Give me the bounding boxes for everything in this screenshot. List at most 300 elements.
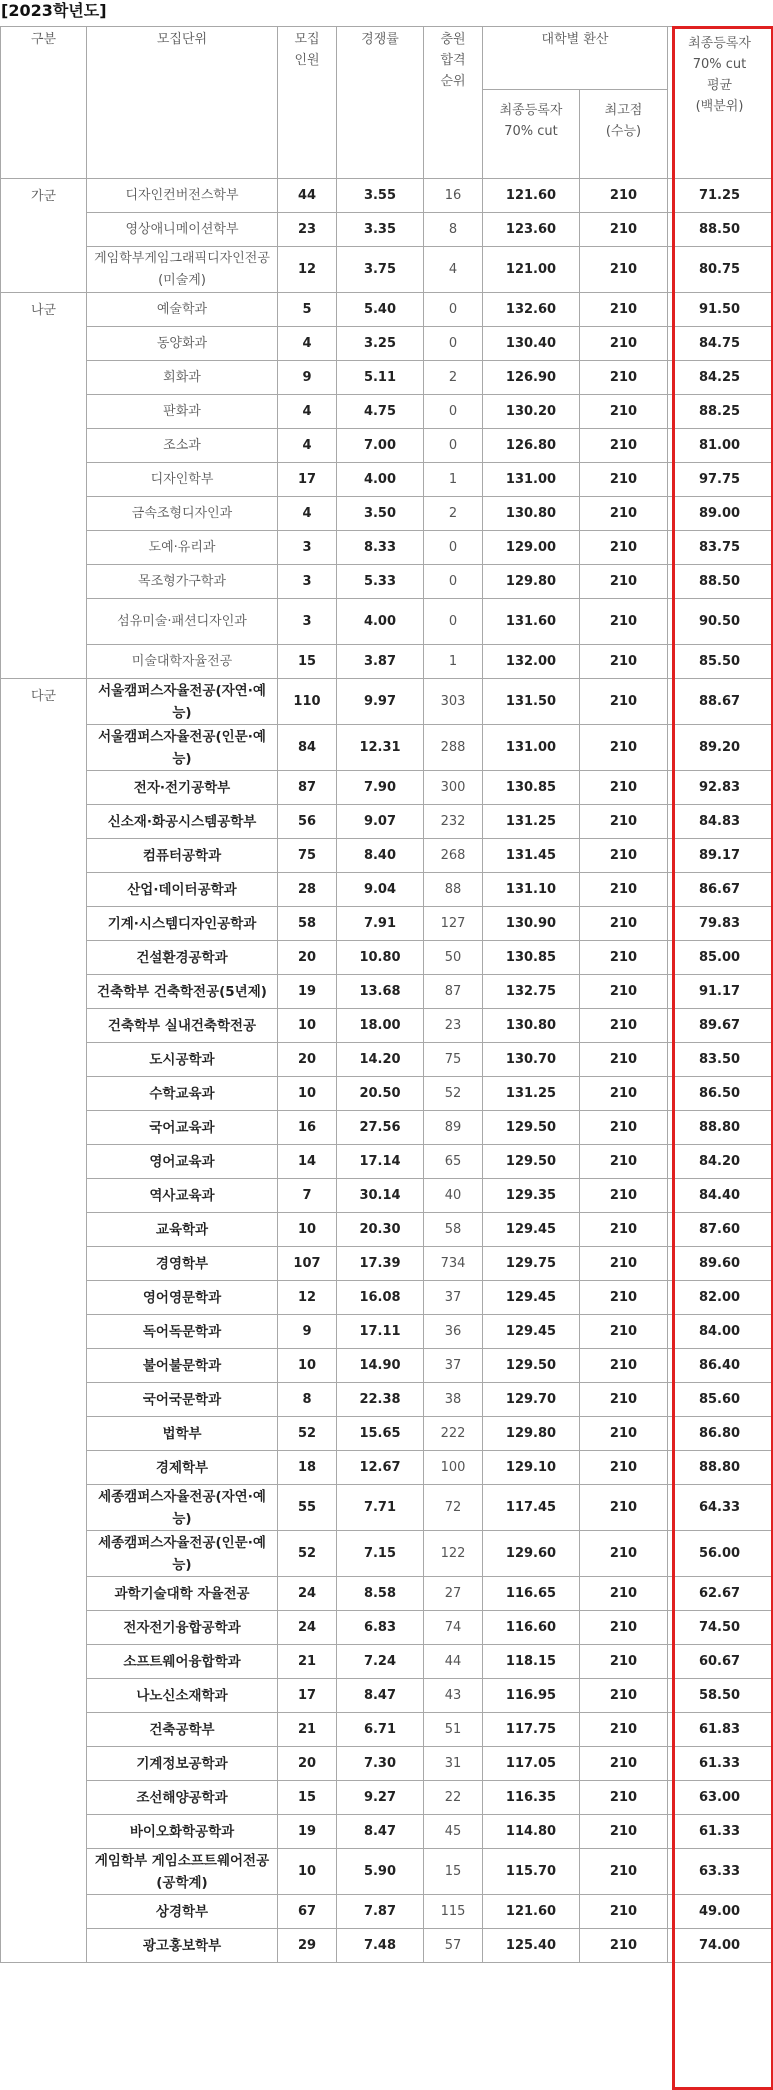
max-score-cell: 210 (580, 725, 668, 771)
unit-cell: 컴퓨터공학과 (87, 839, 278, 873)
competition-cell: 5.40 (337, 293, 424, 327)
quota-cell: 10 (278, 1213, 337, 1247)
unit-cell: 세종캠퍼스자율전공(자연·예능) (87, 1485, 278, 1531)
max-score-cell: 210 (580, 1383, 668, 1417)
competition-cell: 30.14 (337, 1179, 424, 1213)
header-quota: 모집 인원 (278, 27, 337, 179)
unit-cell: 독어독문학과 (87, 1315, 278, 1349)
avg-percentile-cell: 88.80 (668, 1451, 772, 1485)
max-score-cell: 210 (580, 839, 668, 873)
rank-cell: 222 (424, 1417, 483, 1451)
unit-cell: 산업·데이터공학과 (87, 873, 278, 907)
cut70-cell: 131.45 (483, 839, 580, 873)
unit-cell: 교육학과 (87, 1213, 278, 1247)
max-score-cell: 210 (580, 497, 668, 531)
avg-percentile-cell: 61.33 (668, 1815, 772, 1849)
avg-percentile-cell: 84.20 (668, 1145, 772, 1179)
cut70-cell: 129.50 (483, 1349, 580, 1383)
competition-cell: 7.48 (337, 1929, 424, 1963)
cut70-cell: 131.50 (483, 679, 580, 725)
competition-cell: 17.39 (337, 1247, 424, 1281)
header-cut70: 최종등록자 70% cut (483, 90, 580, 179)
rank-cell: 38 (424, 1383, 483, 1417)
competition-cell: 27.56 (337, 1111, 424, 1145)
quota-cell: 7 (278, 1179, 337, 1213)
quota-cell: 28 (278, 873, 337, 907)
avg-percentile-cell: 85.60 (668, 1383, 772, 1417)
quota-cell: 3 (278, 565, 337, 599)
competition-cell: 7.87 (337, 1895, 424, 1929)
unit-cell: 서울캠퍼스자율전공(자연·예능) (87, 679, 278, 725)
cut70-cell: 129.35 (483, 1179, 580, 1213)
header-unit: 모집단위 (87, 27, 278, 179)
rank-cell: 0 (424, 293, 483, 327)
table-row (1, 1417, 772, 1451)
rank-cell: 115 (424, 1895, 483, 1929)
table-row (1, 907, 772, 941)
table-row (1, 1213, 772, 1247)
table-row (1, 1531, 772, 1577)
competition-cell: 6.83 (337, 1611, 424, 1645)
cut70-cell: 126.80 (483, 429, 580, 463)
competition-cell: 10.80 (337, 941, 424, 975)
competition-cell: 6.71 (337, 1713, 424, 1747)
competition-cell: 8.47 (337, 1815, 424, 1849)
table-row (1, 1815, 772, 1849)
rank-cell: 52 (424, 1077, 483, 1111)
unit-cell: 건설환경공학과 (87, 941, 278, 975)
competition-cell: 9.07 (337, 805, 424, 839)
header-avg: 최종등록자 70% cut 평균 (백분위) (668, 27, 772, 179)
quota-cell: 23 (278, 213, 337, 247)
quota-cell: 56 (278, 805, 337, 839)
avg-percentile-cell: 84.00 (668, 1315, 772, 1349)
unit-cell: 목조형가구학과 (87, 565, 278, 599)
cut70-cell: 129.50 (483, 1145, 580, 1179)
competition-cell: 4.75 (337, 395, 424, 429)
max-score-cell: 210 (580, 679, 668, 725)
cut70-cell: 129.75 (483, 1247, 580, 1281)
table-row (1, 1895, 772, 1929)
rank-cell: 43 (424, 1679, 483, 1713)
rank-cell: 37 (424, 1281, 483, 1315)
cut70-cell: 116.95 (483, 1679, 580, 1713)
competition-cell: 7.90 (337, 771, 424, 805)
rank-cell: 45 (424, 1815, 483, 1849)
quota-cell: 3 (278, 531, 337, 565)
table-row (1, 293, 772, 327)
cut70-cell: 121.00 (483, 247, 580, 293)
unit-cell: 국어국문학과 (87, 1383, 278, 1417)
quota-cell: 107 (278, 1247, 337, 1281)
unit-cell: 경영학부 (87, 1247, 278, 1281)
max-score-cell: 210 (580, 1645, 668, 1679)
unit-cell: 디자인학부 (87, 463, 278, 497)
quota-cell: 44 (278, 179, 337, 213)
max-score-cell: 210 (580, 645, 668, 679)
cut70-cell: 129.50 (483, 1111, 580, 1145)
avg-percentile-cell: 88.50 (668, 213, 772, 247)
max-score-cell: 210 (580, 907, 668, 941)
rank-cell: 0 (424, 327, 483, 361)
avg-percentile-cell: 91.17 (668, 975, 772, 1009)
avg-percentile-cell: 89.67 (668, 1009, 772, 1043)
avg-percentile-cell: 87.60 (668, 1213, 772, 1247)
cut70-cell: 131.00 (483, 725, 580, 771)
rank-cell: 268 (424, 839, 483, 873)
quota-cell: 18 (278, 1451, 337, 1485)
rank-cell: 1 (424, 463, 483, 497)
competition-cell: 16.08 (337, 1281, 424, 1315)
unit-cell: 판화과 (87, 395, 278, 429)
table-row (1, 839, 772, 873)
unit-cell: 전자전기융합공학과 (87, 1611, 278, 1645)
competition-cell: 17.14 (337, 1145, 424, 1179)
table-row (1, 1849, 772, 1895)
table-row (1, 1781, 772, 1815)
avg-percentile-cell: 79.83 (668, 907, 772, 941)
rank-cell: 0 (424, 395, 483, 429)
unit-cell: 조소과 (87, 429, 278, 463)
table-row (1, 1747, 772, 1781)
avg-percentile-cell: 83.75 (668, 531, 772, 565)
rank-cell: 36 (424, 1315, 483, 1349)
avg-percentile-cell: 89.60 (668, 1247, 772, 1281)
max-score-cell: 210 (580, 1531, 668, 1577)
max-score-cell: 210 (580, 1849, 668, 1895)
avg-percentile-cell: 62.67 (668, 1577, 772, 1611)
unit-cell: 상경학부 (87, 1895, 278, 1929)
quota-cell: 4 (278, 327, 337, 361)
avg-percentile-cell: 86.50 (668, 1077, 772, 1111)
quota-cell: 24 (278, 1577, 337, 1611)
quota-cell: 5 (278, 293, 337, 327)
avg-percentile-cell: 88.25 (668, 395, 772, 429)
table-row (1, 941, 772, 975)
quota-cell: 84 (278, 725, 337, 771)
header-converted: 대학별 환산 (483, 27, 668, 90)
rank-cell: 22 (424, 1781, 483, 1815)
avg-percentile-cell: 84.40 (668, 1179, 772, 1213)
table-header (1, 27, 772, 179)
avg-percentile-cell: 88.50 (668, 565, 772, 599)
table-row (1, 1645, 772, 1679)
max-score-cell: 210 (580, 395, 668, 429)
quota-cell: 3 (278, 599, 337, 645)
rank-cell: 44 (424, 1645, 483, 1679)
table-row (1, 1577, 772, 1611)
competition-cell: 14.20 (337, 1043, 424, 1077)
table-row (1, 497, 772, 531)
cut70-cell: 126.90 (483, 361, 580, 395)
rank-cell: 16 (424, 179, 483, 213)
max-score-cell: 210 (580, 1747, 668, 1781)
competition-cell: 3.75 (337, 247, 424, 293)
max-score-cell: 210 (580, 531, 668, 565)
rank-cell: 40 (424, 1179, 483, 1213)
rank-cell: 122 (424, 1531, 483, 1577)
cut70-cell: 132.60 (483, 293, 580, 327)
competition-cell: 7.24 (337, 1645, 424, 1679)
table-row (1, 179, 772, 213)
competition-cell: 14.90 (337, 1349, 424, 1383)
competition-cell: 3.50 (337, 497, 424, 531)
avg-percentile-cell: 64.33 (668, 1485, 772, 1531)
table-row (1, 565, 772, 599)
avg-percentile-cell: 71.25 (668, 179, 772, 213)
unit-cell: 건축학부 건축학전공(5년제) (87, 975, 278, 1009)
unit-cell: 영어교육과 (87, 1145, 278, 1179)
cut70-cell: 117.45 (483, 1485, 580, 1531)
cut70-cell: 132.00 (483, 645, 580, 679)
rank-cell: 0 (424, 565, 483, 599)
quota-cell: 15 (278, 645, 337, 679)
cut70-cell: 130.80 (483, 1009, 580, 1043)
unit-cell: 기계정보공학과 (87, 1747, 278, 1781)
cut70-cell: 118.15 (483, 1645, 580, 1679)
max-score-cell: 210 (580, 1929, 668, 1963)
competition-cell: 7.15 (337, 1531, 424, 1577)
page-title: [2023학년도] (1, 1, 107, 20)
max-score-cell: 210 (580, 327, 668, 361)
rank-cell: 58 (424, 1213, 483, 1247)
max-score-cell: 210 (580, 873, 668, 907)
table-row (1, 1281, 772, 1315)
table-row (1, 645, 772, 679)
rank-cell: 50 (424, 941, 483, 975)
max-score-cell: 210 (580, 1281, 668, 1315)
competition-cell: 3.87 (337, 645, 424, 679)
rank-cell: 0 (424, 599, 483, 645)
competition-cell: 20.30 (337, 1213, 424, 1247)
competition-cell: 12.67 (337, 1451, 424, 1485)
avg-percentile-cell: 80.75 (668, 247, 772, 293)
table-row (1, 1111, 772, 1145)
quota-cell: 9 (278, 1315, 337, 1349)
max-score-cell: 210 (580, 1315, 668, 1349)
cut70-cell: 117.05 (483, 1747, 580, 1781)
unit-cell: 전자·전기공학부 (87, 771, 278, 805)
cut70-cell: 131.25 (483, 1077, 580, 1111)
header-division: 구분 (1, 27, 87, 179)
cut70-cell: 129.45 (483, 1281, 580, 1315)
rank-cell: 0 (424, 429, 483, 463)
cut70-cell: 129.60 (483, 1531, 580, 1577)
competition-cell: 5.33 (337, 565, 424, 599)
cut70-cell: 116.60 (483, 1611, 580, 1645)
max-score-cell: 210 (580, 1781, 668, 1815)
avg-percentile-cell: 61.33 (668, 1747, 772, 1781)
table-row (1, 725, 772, 771)
max-score-cell: 210 (580, 179, 668, 213)
quota-cell: 14 (278, 1145, 337, 1179)
table-row (1, 975, 772, 1009)
unit-cell: 법학부 (87, 1417, 278, 1451)
cut70-cell: 129.45 (483, 1315, 580, 1349)
header-max: 최고점 (수능) (580, 90, 668, 179)
avg-percentile-cell: 63.00 (668, 1781, 772, 1815)
cut70-cell: 129.45 (483, 1213, 580, 1247)
quota-cell: 15 (278, 1781, 337, 1815)
rank-cell: 0 (424, 531, 483, 565)
avg-percentile-cell: 88.80 (668, 1111, 772, 1145)
competition-cell: 5.90 (337, 1849, 424, 1895)
avg-percentile-cell: 60.67 (668, 1645, 772, 1679)
table-row (1, 679, 772, 725)
quota-cell: 16 (278, 1111, 337, 1145)
cut70-cell: 116.35 (483, 1781, 580, 1815)
quota-cell: 10 (278, 1349, 337, 1383)
header-rank: 충원 합격 순위 (424, 27, 483, 179)
rank-cell: 100 (424, 1451, 483, 1485)
quota-cell: 110 (278, 679, 337, 725)
max-score-cell: 210 (580, 565, 668, 599)
quota-cell: 10 (278, 1009, 337, 1043)
competition-cell: 8.40 (337, 839, 424, 873)
competition-cell: 3.55 (337, 179, 424, 213)
quota-cell: 4 (278, 395, 337, 429)
unit-cell: 회화과 (87, 361, 278, 395)
max-score-cell: 210 (580, 1611, 668, 1645)
cut70-cell: 129.80 (483, 565, 580, 599)
quota-cell: 4 (278, 429, 337, 463)
max-score-cell: 210 (580, 361, 668, 395)
quota-cell: 21 (278, 1645, 337, 1679)
competition-cell: 7.30 (337, 1747, 424, 1781)
max-score-cell: 210 (580, 293, 668, 327)
table-row (1, 429, 772, 463)
table-row (1, 873, 772, 907)
unit-cell: 건축학부 실내건축학전공 (87, 1009, 278, 1043)
quota-cell: 12 (278, 1281, 337, 1315)
table-row (1, 1679, 772, 1713)
max-score-cell: 210 (580, 1213, 668, 1247)
avg-percentile-cell: 92.83 (668, 771, 772, 805)
table-row (1, 1145, 772, 1179)
quota-cell: 52 (278, 1531, 337, 1577)
unit-cell: 영어영문학과 (87, 1281, 278, 1315)
quota-cell: 24 (278, 1611, 337, 1645)
avg-percentile-cell: 83.50 (668, 1043, 772, 1077)
admissions-table (0, 26, 772, 1963)
cut70-cell: 131.25 (483, 805, 580, 839)
rank-cell: 303 (424, 679, 483, 725)
avg-percentile-cell: 84.83 (668, 805, 772, 839)
competition-cell: 3.35 (337, 213, 424, 247)
group-cell: 가군 (1, 179, 87, 293)
competition-cell: 9.04 (337, 873, 424, 907)
quota-cell: 8 (278, 1383, 337, 1417)
competition-cell: 8.47 (337, 1679, 424, 1713)
quota-cell: 55 (278, 1485, 337, 1531)
competition-cell: 7.00 (337, 429, 424, 463)
competition-cell: 22.38 (337, 1383, 424, 1417)
cut70-cell: 116.65 (483, 1577, 580, 1611)
competition-cell: 13.68 (337, 975, 424, 1009)
cut70-cell: 123.60 (483, 213, 580, 247)
unit-cell: 도시공학과 (87, 1043, 278, 1077)
quota-cell: 67 (278, 1895, 337, 1929)
quota-cell: 17 (278, 463, 337, 497)
competition-cell: 8.33 (337, 531, 424, 565)
max-score-cell: 210 (580, 1895, 668, 1929)
unit-cell: 섬유미술·패션디자인과 (87, 599, 278, 645)
table-row (1, 1077, 772, 1111)
unit-cell: 미술대학자율전공 (87, 645, 278, 679)
table-row (1, 599, 772, 645)
avg-percentile-cell: 89.00 (668, 497, 772, 531)
competition-cell: 4.00 (337, 599, 424, 645)
competition-cell: 15.65 (337, 1417, 424, 1451)
unit-cell: 금속조형디자인과 (87, 497, 278, 531)
cut70-cell: 117.75 (483, 1713, 580, 1747)
max-score-cell: 210 (580, 771, 668, 805)
cut70-cell: 130.80 (483, 497, 580, 531)
rank-cell: 65 (424, 1145, 483, 1179)
cut70-cell: 121.60 (483, 1895, 580, 1929)
max-score-cell: 210 (580, 1815, 668, 1849)
cut70-cell: 130.90 (483, 907, 580, 941)
avg-percentile-cell: 56.00 (668, 1531, 772, 1577)
avg-percentile-cell: 90.50 (668, 599, 772, 645)
quota-cell: 20 (278, 1043, 337, 1077)
avg-percentile-cell: 86.40 (668, 1349, 772, 1383)
cut70-cell: 130.20 (483, 395, 580, 429)
max-score-cell: 210 (580, 1713, 668, 1747)
avg-percentile-cell: 97.75 (668, 463, 772, 497)
unit-cell: 영상애니메이션학부 (87, 213, 278, 247)
max-score-cell: 210 (580, 429, 668, 463)
unit-cell: 도예·유리과 (87, 531, 278, 565)
avg-percentile-cell: 88.67 (668, 679, 772, 725)
max-score-cell: 210 (580, 805, 668, 839)
unit-cell: 기계·시스템디자인공학과 (87, 907, 278, 941)
unit-cell: 세종캠퍼스자율전공(인문·예능) (87, 1531, 278, 1577)
max-score-cell: 210 (580, 1577, 668, 1611)
max-score-cell: 210 (580, 1451, 668, 1485)
avg-percentile-cell: 89.20 (668, 725, 772, 771)
group-cell: 나군 (1, 293, 87, 679)
max-score-cell: 210 (580, 599, 668, 645)
max-score-cell: 210 (580, 213, 668, 247)
cut70-cell: 131.00 (483, 463, 580, 497)
unit-cell: 디자인컨버전스학부 (87, 179, 278, 213)
max-score-cell: 210 (580, 1111, 668, 1145)
cut70-cell: 130.40 (483, 327, 580, 361)
avg-percentile-cell: 58.50 (668, 1679, 772, 1713)
rank-cell: 23 (424, 1009, 483, 1043)
quota-cell: 52 (278, 1417, 337, 1451)
avg-percentile-cell: 84.75 (668, 327, 772, 361)
unit-cell: 국어교육과 (87, 1111, 278, 1145)
unit-cell: 나노신소재학과 (87, 1679, 278, 1713)
rank-cell: 57 (424, 1929, 483, 1963)
cut70-cell: 129.10 (483, 1451, 580, 1485)
table-row (1, 213, 772, 247)
cut70-cell: 132.75 (483, 975, 580, 1009)
avg-percentile-cell: 74.00 (668, 1929, 772, 1963)
unit-cell: 수학교육과 (87, 1077, 278, 1111)
table-row (1, 1485, 772, 1531)
rank-cell: 127 (424, 907, 483, 941)
table-row (1, 247, 772, 293)
rank-cell: 232 (424, 805, 483, 839)
table-row (1, 327, 772, 361)
rank-cell: 89 (424, 1111, 483, 1145)
avg-percentile-cell: 82.00 (668, 1281, 772, 1315)
quota-cell: 4 (278, 497, 337, 531)
competition-cell: 12.31 (337, 725, 424, 771)
